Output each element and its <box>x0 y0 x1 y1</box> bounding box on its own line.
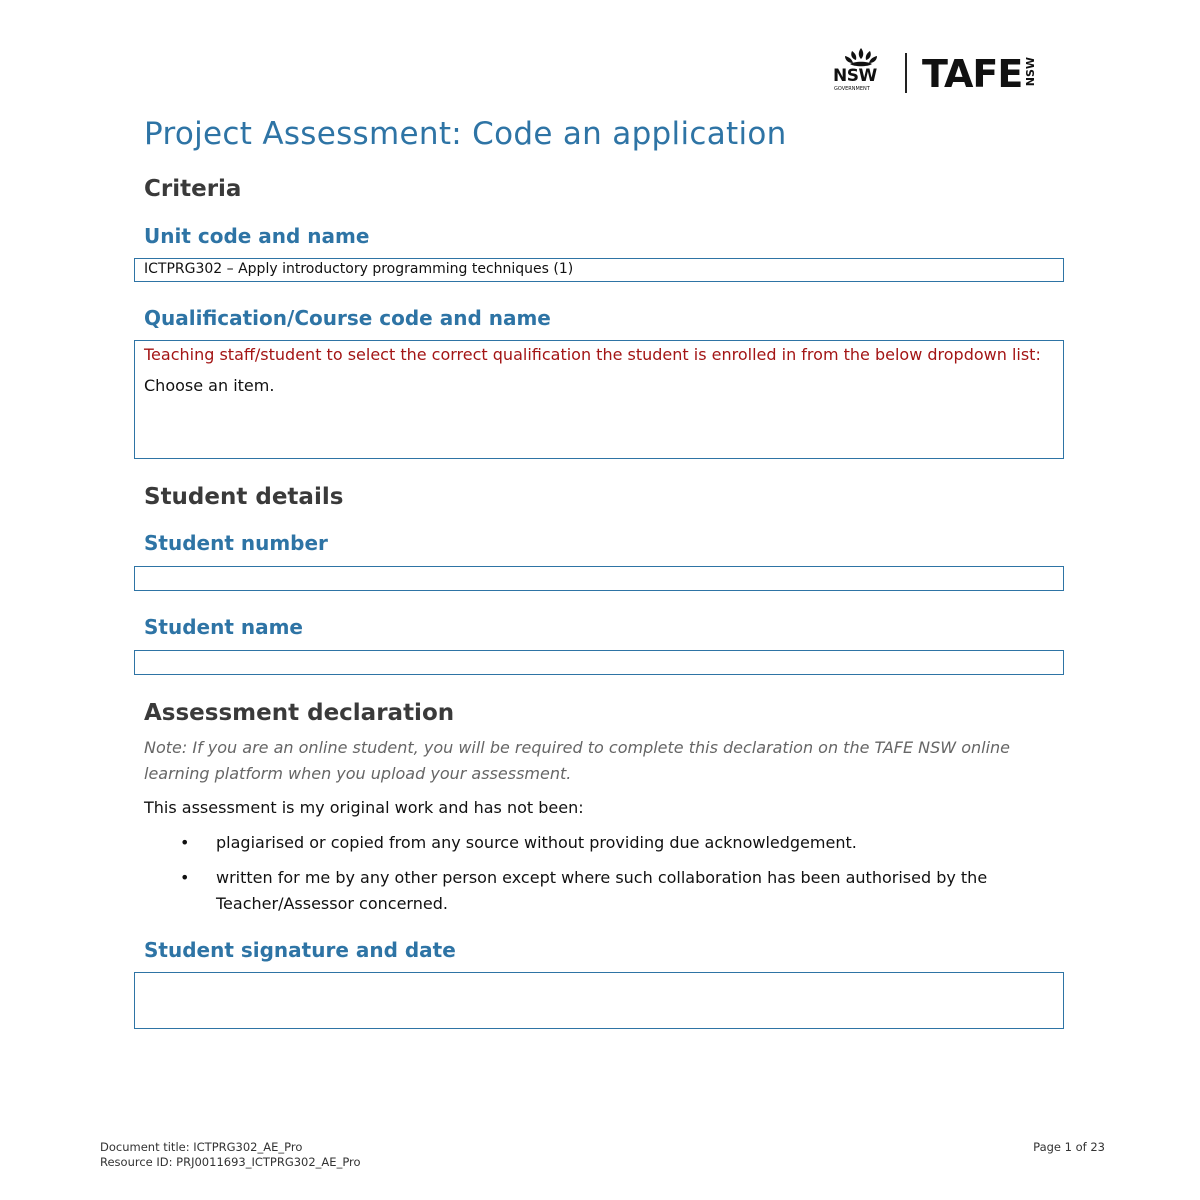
tafe-logo-nsw: NSW <box>1024 57 1038 87</box>
student-name-field[interactable] <box>134 650 1064 675</box>
student-number-field[interactable] <box>134 566 1064 591</box>
unit-value: ICTPRG302 – Apply introductory programming techniques (1) <box>144 261 574 277</box>
student-details-heading: Student details <box>144 484 344 510</box>
declaration-intro: This assessment is my original work and has not been: <box>144 798 584 817</box>
list-item <box>144 830 1044 856</box>
student-name-label: Student name <box>144 615 303 639</box>
logo-divider <box>905 53 907 93</box>
bullet-icon: • <box>180 833 190 852</box>
declaration-list <box>144 830 1044 926</box>
qualification-instruction: Teaching staff/student to select the correct qualification the student is enrolled in from the below dropdown list: <box>144 345 1041 364</box>
nsw-logo-text: NSW <box>833 66 877 86</box>
nsw-logo-subtext: GOVERNMENT <box>834 86 870 92</box>
footer-left <box>100 1140 361 1170</box>
footer-document-title: Document title: ICTPRG302_AE_Pro <box>100 1140 303 1154</box>
nsw-government-logo <box>828 46 894 96</box>
criteria-heading: Criteria <box>144 176 242 202</box>
bullet-icon: • <box>180 868 190 887</box>
signature-value <box>135 973 1063 977</box>
qualification-dropdown[interactable]: Choose an item. <box>144 376 275 395</box>
bullet-text: plagiarised or copied from any source without providing due acknowledgement. <box>216 833 857 852</box>
footer-page-number: Page 1 of 23 <box>1033 1140 1105 1154</box>
footer-resource-id: Resource ID: PRJ0011693_ICTPRG302_AE_Pro <box>100 1155 361 1169</box>
unit-field[interactable] <box>134 258 1064 282</box>
page-title: Project Assessment: Code an application <box>144 116 787 152</box>
list-item <box>144 865 1044 917</box>
tafe-logo-text: TAFE <box>922 52 1023 96</box>
qualification-label: Qualification/Course code and name <box>144 306 551 330</box>
qualification-field <box>134 340 1064 459</box>
student-number-value <box>135 567 1063 571</box>
signature-label: Student signature and date <box>144 938 456 962</box>
unit-label: Unit code and name <box>144 224 370 248</box>
declaration-note: Note: If you are an online student, you will be required to complete this declaration on the TAFE NSW online learning platform when you upload your assessment. <box>144 738 1011 783</box>
signature-field[interactable] <box>134 972 1064 1029</box>
declaration-heading: Assessment declaration <box>144 700 455 726</box>
tafe-nsw-logo <box>922 54 1037 100</box>
student-name-value <box>135 651 1063 655</box>
student-number-label: Student number <box>144 531 328 555</box>
bullet-text: written for me by any other person except where such collaboration has been authorised by the Teacher/Assessor concerned. <box>216 868 988 913</box>
